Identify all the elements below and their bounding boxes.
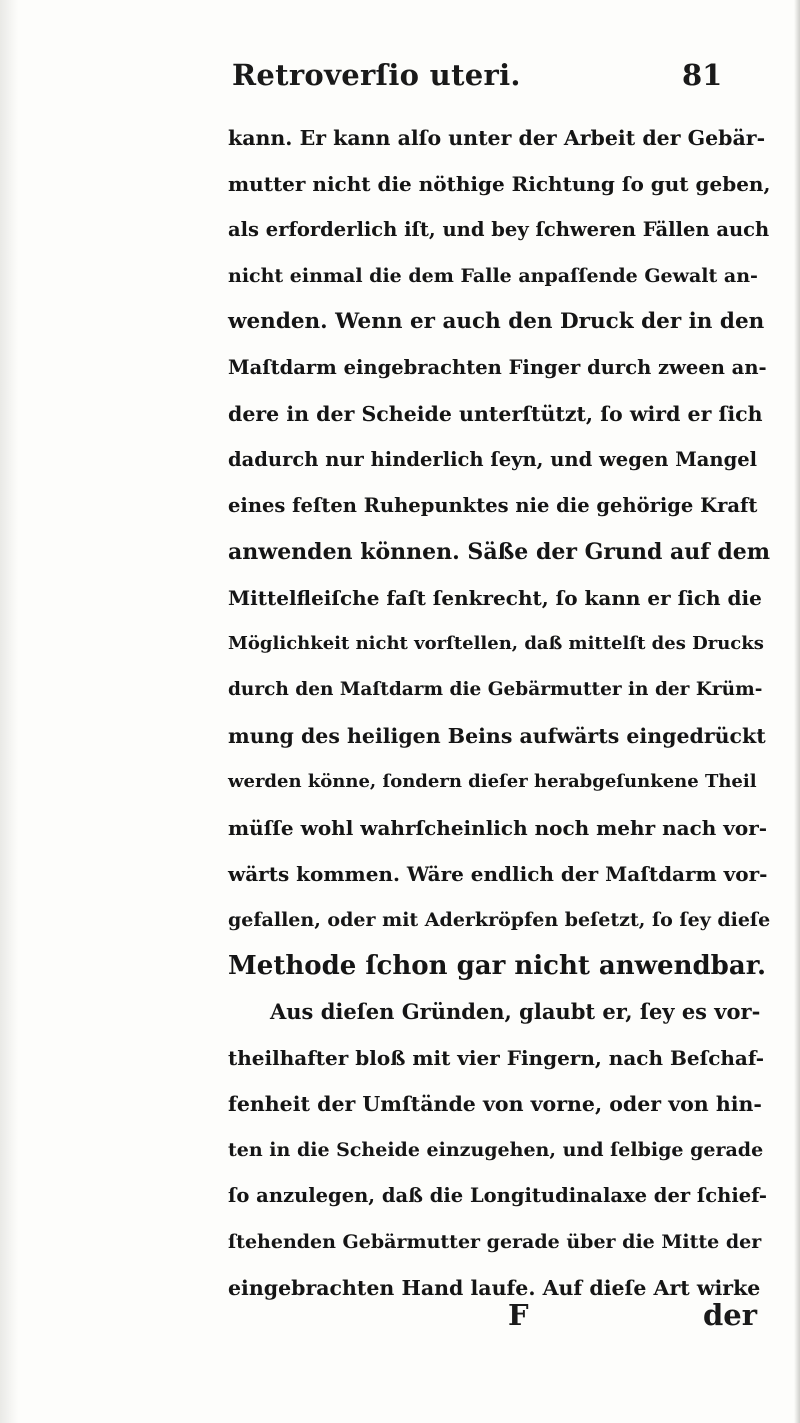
text-line: gefallen, oder mit Aderkröpfen beſetzt, ſo ſey dieſe	[228, 909, 771, 931]
page-edge	[794, 0, 800, 1423]
text-line: ſtehenden Gebärmutter gerade über die Mitte der	[228, 1231, 762, 1253]
text-line: Mittelfleiſche faſt ſenkrecht, ſo kann er ſich die	[228, 586, 762, 610]
text-line: Maſtdarm eingebrachten Finger durch zween an-	[228, 356, 767, 379]
running-head: Retroverſio uteri.	[232, 58, 521, 92]
page-header	[0, 58, 800, 98]
gutter-shadow	[0, 0, 18, 1423]
text-line: ten in die Scheide einzugehen, und ſelbige gerade	[228, 1139, 764, 1161]
text-line: dere in der Scheide unterſtützt, ſo wird er ſich	[228, 402, 763, 426]
text-line: eines feſten Ruhepunktes nie die gehörige Kraft	[228, 494, 758, 517]
page-number: 81	[682, 58, 723, 92]
text-line: wärts kommen. Wäre endlich der Maſtdarm vor-	[228, 862, 768, 886]
catchword: der	[703, 1298, 758, 1332]
text-line: ſo anzulegen, daß die Longitudinalaxe der ſchief-	[228, 1184, 767, 1207]
text-line: als erforderlich iſt, und bey ſchweren Fällen auch	[228, 218, 770, 241]
text-line: durch den Maſtdarm die Gebärmutter in der Krüm-	[228, 679, 763, 700]
text-line: kann. Er kann alſo unter der Arbeit der Gebär-	[228, 126, 766, 150]
text-line: theilhafter bloß mit vier Fingern, nach Beſchaf-	[228, 1046, 765, 1070]
text-line: müſſe wohl wahrſcheinlich noch mehr nach vor-	[228, 816, 768, 840]
text-line: nicht einmal die dem Falle anpaſſende Gewalt an-	[228, 265, 758, 287]
text-line: Methode ſchon gar nicht anwendbar.	[228, 951, 767, 981]
text-line: werden könne, ſondern dieſer herabgeſunkene Theil	[228, 771, 757, 792]
text-line: eingebrachten Hand laufe. Auf dieſe Art wirke	[228, 1276, 761, 1300]
text-line: mutter nicht die nöthige Richtung ſo gut geben,	[228, 172, 771, 196]
signature-mark: F	[508, 1298, 529, 1332]
text-line: Möglichkeit nicht vorſtellen, daß mittelſt des Drucks	[228, 633, 764, 654]
text-line: dadurch nur hinderlich ſeyn, und wegen Mangel	[228, 448, 758, 471]
page-footer	[0, 1298, 800, 1348]
text-line: anwenden können. Säße der Grund auf dem	[228, 539, 771, 565]
text-line: mung des heiligen Beins aufwärts eingedrückt	[228, 724, 766, 748]
text-line: wenden. Wenn er auch den Druck der in den	[228, 309, 765, 334]
text-line: fenheit der Umſtände von vorne, oder von hin-	[228, 1092, 762, 1116]
text-line: Aus dieſen Gründen, glaubt er, ſey es vor-	[270, 999, 761, 1024]
